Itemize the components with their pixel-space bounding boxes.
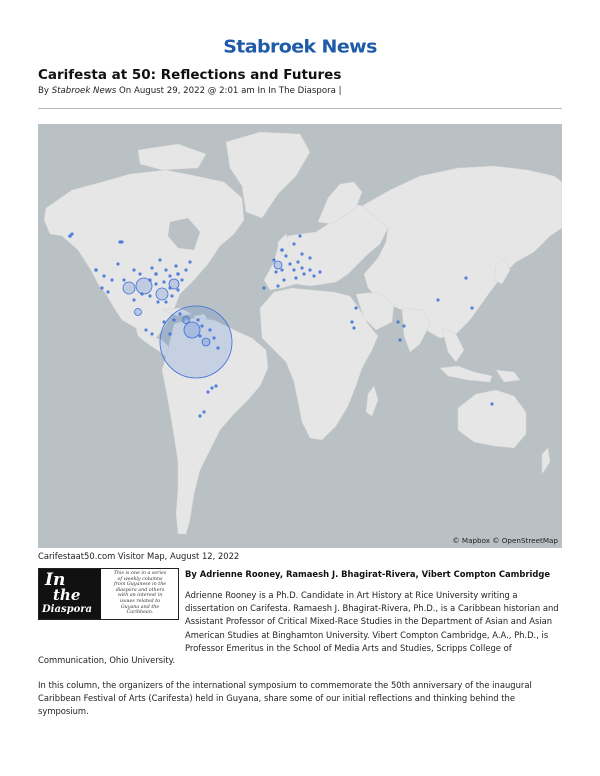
marker-mexico xyxy=(135,309,142,316)
blurb-line: from Guyanese in the xyxy=(113,582,167,588)
blurb-line: issues related to xyxy=(119,598,161,604)
intro-paragraph: In this column, the organizers of the international symposium to commemorate the 50th anniversary of the inaugural Caribbean Festival of Arts (Carifesta) held in Guyana, share some of our initial reflections and thinking behind the symposium. xyxy=(38,680,532,717)
map-attribution[interactable]: © Mapbox © OpenStreetMap xyxy=(452,536,558,545)
marker-uk xyxy=(274,261,282,269)
marker-texas xyxy=(123,282,135,294)
blurb-line: Caribbean. xyxy=(126,610,154,616)
column-logo-line1: In xyxy=(45,570,66,590)
blurb-line: Guyana and the xyxy=(120,604,160,610)
article-title: Carifesta at 50: Reflections and Futures xyxy=(38,67,342,83)
column-logo-blurb xyxy=(103,571,177,616)
column-logo-badge xyxy=(39,569,101,619)
map-caption: Carifestaat50.com Visitor Map, August 12, 2022 xyxy=(38,551,240,561)
marker-barbados xyxy=(202,338,210,346)
authors-line: By Adrienne Rooney, Ramaesh J. Bhagirat-Rivera, Vibert Compton Cambridge xyxy=(185,569,551,579)
marker-venezuela xyxy=(183,317,190,324)
header-divider xyxy=(38,108,562,109)
byline-publication[interactable]: Stabroek News xyxy=(51,86,117,96)
column-logo-line2: the xyxy=(53,586,81,604)
marker-guyana-large xyxy=(160,306,232,378)
blurb-line: of weekly columns xyxy=(117,576,163,582)
author-bio: Adrienne Rooney is a Ph.D. Candidate in Art History at Rice University writing a dissertation on Carifesta. Ramaesh J. Bhagirat-Rivera, Ph.D., is a Caribbean historian and Assistant Professor of Critical Mixed-Race Studies in the Department of Asian and Asian American Studies at Binghamton University. Vibert Compton Cambridge, A.A., Ph.D., is Professor Emeritus in the School of Media Arts and Studies, Scripps College of xyxy=(185,590,559,653)
article-byline xyxy=(38,86,342,96)
map-canvas xyxy=(38,124,562,548)
marker-southeast xyxy=(156,288,168,300)
column-logo xyxy=(38,568,179,620)
masthead-logo[interactable]: Stabroek News xyxy=(223,36,377,58)
marker-trinidad xyxy=(184,322,200,338)
visitor-map[interactable] xyxy=(38,124,562,548)
blurb-line: with an interest in xyxy=(117,593,163,599)
byline-details: On August 29, 2022 @ 2:01 am In In The Diaspora | xyxy=(119,86,342,96)
byline-by: By xyxy=(38,86,49,96)
column-logo-line3: Diaspora xyxy=(42,604,92,615)
author-bio-continued: Communication, Ohio University. xyxy=(38,655,176,665)
blurb-line: diaspora and others xyxy=(115,587,165,593)
blurb-line: This is one in a series xyxy=(113,571,167,576)
